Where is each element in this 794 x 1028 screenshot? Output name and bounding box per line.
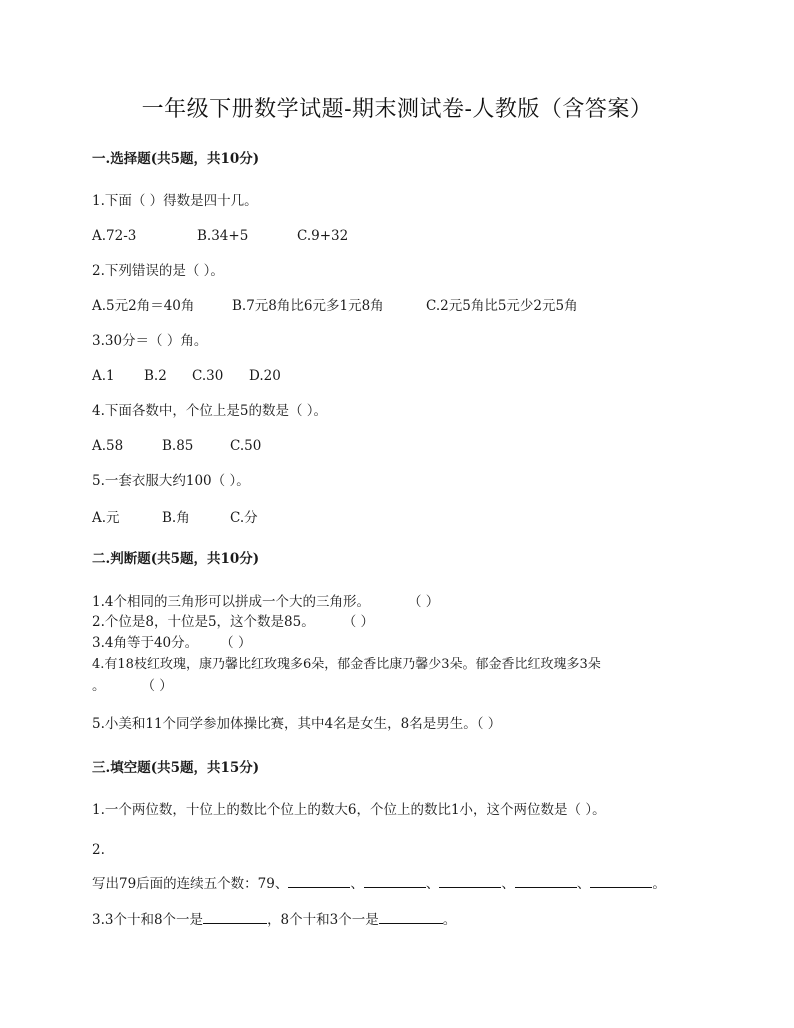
judge-text: 1.4个相同的三角形可以拼成一个大的三角形。 xyxy=(92,594,370,610)
fill-question-2-number: 2. xyxy=(92,842,105,858)
option-b: B.7元8角比6元多1元8角 xyxy=(232,298,384,314)
fill-question-3 xyxy=(92,911,456,929)
option-c: C.50 xyxy=(230,438,262,454)
judge-question-5: 5.小美和11个同学参加体操比赛，其中4名是女生，8名是男生。（ ） xyxy=(92,716,502,732)
choice-question-1: 1.下面（ ）得数是四十几。 xyxy=(92,193,258,209)
separator: 、 xyxy=(425,876,440,892)
section-heading-judge: 二.判断题(共5题，共10分) xyxy=(92,551,260,567)
option-c: C.分 xyxy=(230,510,258,526)
separator: 、 xyxy=(501,876,515,892)
section-heading-choice: 一.选择题(共5题，共10分) xyxy=(92,151,260,167)
option-a: A.72-3 xyxy=(92,228,137,244)
choice-question-2: 2.下列错误的是（ ）。 xyxy=(92,263,224,279)
choice-options-1 xyxy=(92,227,348,245)
option-b: B.34+5 xyxy=(197,228,249,244)
option-c: C.9+32 xyxy=(297,228,349,244)
answer-paren: （ ） xyxy=(342,614,375,630)
option-c: C.30 xyxy=(192,368,224,384)
judge-text: 2.个位是8，十位是5，这个数是85。 xyxy=(92,614,315,630)
option-c: C.2元5角比5元少2元5角 xyxy=(426,298,578,314)
fill-text-a: 3.3个十和8个一是 xyxy=(92,912,204,928)
end-mark: 。 xyxy=(442,912,457,928)
judge-text-cont: 。 xyxy=(92,678,106,694)
option-a: A.5元2角＝40角 xyxy=(92,298,195,314)
fill-text: 写出79后面的连续五个数：79、 xyxy=(92,876,289,892)
judge-text: 3.4角等于40分。 xyxy=(92,635,199,651)
answer-blank xyxy=(379,911,443,924)
answer-blank xyxy=(203,911,267,924)
choice-question-5: 5.一套衣服大约100（ ）。 xyxy=(92,473,250,489)
answer-blank xyxy=(590,875,652,888)
choice-question-3: 3.30分＝（ ）角。 xyxy=(92,333,208,349)
section-heading-fill: 三.填空题(共5题，共15分) xyxy=(92,760,260,776)
separator: 、 xyxy=(576,876,591,892)
choice-options-3 xyxy=(92,367,281,385)
fill-question-2 xyxy=(92,875,666,893)
choice-options-2 xyxy=(92,297,578,315)
judge-question-1 xyxy=(92,593,439,611)
answer-blank xyxy=(439,875,501,888)
answer-paren: （ ） xyxy=(141,678,173,694)
option-b: B.2 xyxy=(144,368,167,384)
answer-paren: （ ） xyxy=(220,635,252,651)
option-b: B.85 xyxy=(162,438,194,454)
answer-paren: （ ） xyxy=(407,594,440,610)
judge-question-3 xyxy=(92,634,251,652)
separator: 、 xyxy=(350,876,364,892)
choice-options-5 xyxy=(92,509,258,527)
answer-blank xyxy=(515,875,577,888)
fill-text-b: ，8个十和3个一是 xyxy=(267,912,379,928)
end-mark: 。 xyxy=(652,876,666,892)
option-d: D.20 xyxy=(249,368,281,384)
answer-blank xyxy=(288,875,350,888)
judge-question-4-cont xyxy=(92,677,173,695)
judge-question-2 xyxy=(92,613,374,631)
answer-blank xyxy=(364,875,426,888)
option-a: A.元 xyxy=(92,510,120,526)
fill-question-1: 1.一个两位数，十位上的数比个位上的数大6，个位上的数比1小，这个两位数是（ ）。 xyxy=(92,802,606,818)
option-b: B.角 xyxy=(162,510,190,526)
choice-question-4: 4.下面各数中，个位上是5的数是（ ）。 xyxy=(92,403,328,419)
option-a: A.1 xyxy=(92,368,115,384)
option-a: A.58 xyxy=(92,438,124,454)
choice-options-4 xyxy=(92,437,261,455)
page-title: 一年级下册数学试题-期末测试卷-人教版（含答案） xyxy=(141,97,653,122)
judge-question-4: 4.有18枝红玫瑰，康乃馨比红玫瑰多6朵，郁金香比康乃馨少3朵。郁金香比红玫瑰多3朵 xyxy=(92,657,601,672)
